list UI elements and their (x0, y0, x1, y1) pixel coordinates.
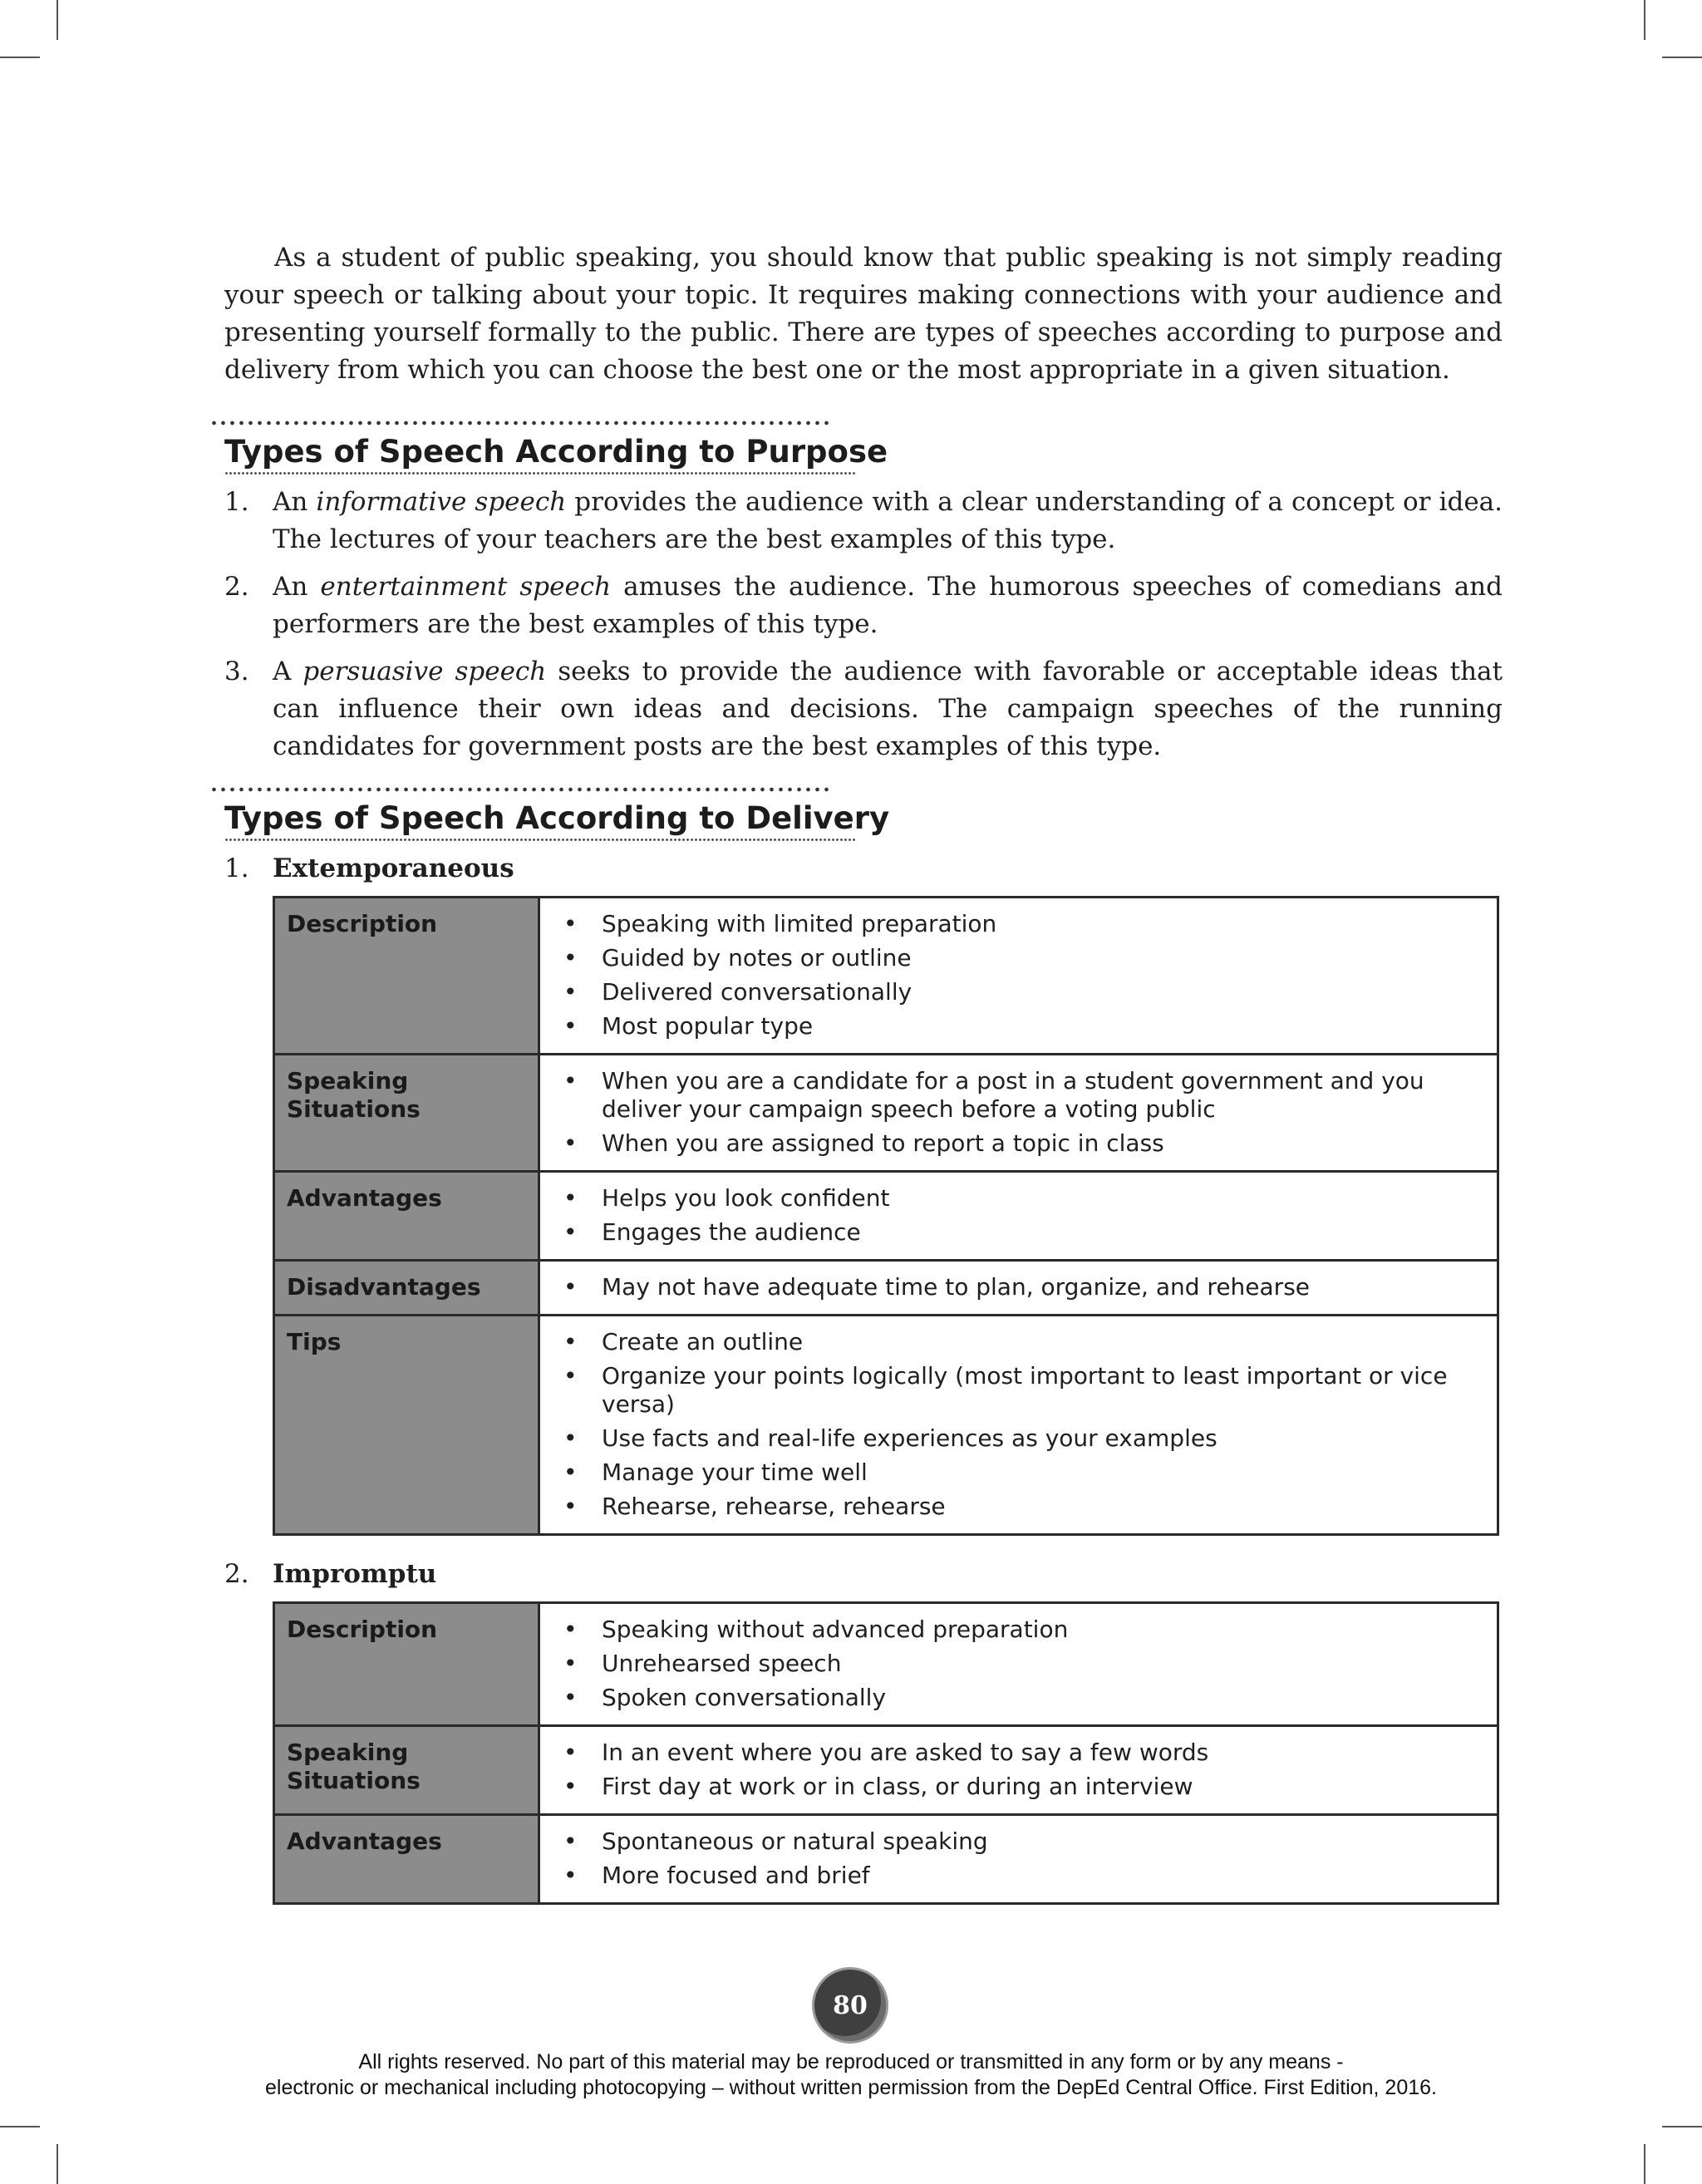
crop-mark-bottom-left-h (0, 2126, 40, 2127)
bullet-item: • Manage your time well (552, 1458, 1485, 1487)
row-content (539, 898, 1498, 1055)
row-label: Tips (274, 1316, 539, 1535)
bullet-item: • When you are a candidate for a post in a student government and you deliver your campaign speech before a voting public (552, 1067, 1485, 1124)
footer-line-1: All rights reserved. No part of this material may be reproduced or transmitted in any form or by any means - (358, 2050, 1344, 2073)
subheading-label: Extemporaneous (273, 853, 514, 883)
crop-mark-top-right-v (1644, 0, 1645, 40)
list-number: 1. (224, 853, 249, 883)
item-term: entertainment speech (320, 572, 612, 602)
bullet-item: • Unrehearsed speech (552, 1650, 1485, 1678)
table-row (274, 1172, 1498, 1261)
subheading-label: Impromptu (273, 1559, 437, 1589)
bullet-item: • May not have adequate time to plan, organize, and rehearse (552, 1273, 1485, 1301)
item-term: informative speech (316, 487, 567, 517)
row-label: Speaking Situations (274, 1726, 539, 1815)
table-row (274, 1261, 1498, 1316)
bullet-list (552, 910, 1485, 1040)
row-label: Speaking Situations (274, 1055, 539, 1172)
bullet-item: • Guided by notes or outline (552, 944, 1485, 972)
bullet-item: • Rehearse, rehearse, rehearse (552, 1493, 1485, 1521)
row-content (539, 1815, 1498, 1904)
item-text: amuses the audience. The humorous speeches of comedians and performers are the best examples of this type. (273, 572, 1503, 639)
crop-mark-bottom-right-v (1644, 2144, 1645, 2184)
row-label: Description (274, 1603, 539, 1726)
page-number-badge (814, 1970, 886, 2041)
bullet-item: • When you are assigned to report a topic in class (552, 1129, 1485, 1158)
bullet-list (552, 1739, 1485, 1801)
table-row (274, 898, 1498, 1055)
dotted-rule-bottom (224, 472, 856, 475)
purpose-list (224, 484, 1503, 765)
page-content (224, 239, 1503, 1905)
item-text: provides the audience with a clear understanding of a concept or idea. The lectures of your teachers are the best examples of this type. (273, 487, 1503, 554)
purpose-section-title: Types of Speech According to Purpose (224, 434, 888, 470)
item-lead: An (273, 487, 317, 517)
bullet-list (552, 1328, 1485, 1521)
item-lead: An (273, 572, 321, 602)
bullet-item: • Organize your points logically (most important to least important or vice versa) (552, 1362, 1485, 1419)
row-content (539, 1316, 1498, 1535)
intro-paragraph: As a student of public speaking, you should know that public speaking is not simply reading your speech or talking about your topic. It requires making connections with your audience and presenting yourself formally to the public. There are types of speeches according to purpose and delivery from which you can choose the best one or the most appropriate in a given situation. (224, 243, 1503, 385)
crop-mark-top-left-v (57, 0, 58, 40)
table-row (274, 1316, 1498, 1535)
row-content (539, 1172, 1498, 1261)
dotted-rule-bottom (224, 839, 856, 841)
crop-mark-bottom-left-v (57, 2144, 58, 2184)
item-term: persuasive speech (303, 657, 547, 686)
delivery-section-title: Types of Speech According to Delivery (224, 800, 890, 836)
bullet-item: • Delivered conversationally (552, 978, 1485, 1006)
bullet-item: • Engages the audience (552, 1218, 1485, 1247)
table-row (274, 1055, 1498, 1172)
crop-mark-bottom-right-h (1662, 2126, 1702, 2127)
dotted-rule-top (209, 787, 829, 792)
bullet-item: • Create an outline (552, 1328, 1485, 1356)
list-item (224, 568, 1503, 643)
crop-mark-top-left-h (0, 57, 40, 58)
bullet-item: • Spoken conversationally (552, 1684, 1485, 1712)
row-label: Description (274, 898, 539, 1055)
list-number: 2. (224, 1559, 249, 1589)
bullet-list (552, 1827, 1485, 1890)
impromptu-heading (224, 1556, 1503, 1593)
extemporaneous-table (273, 896, 1499, 1536)
bullet-list (552, 1273, 1485, 1301)
row-content (539, 1726, 1498, 1815)
bullet-list (552, 1616, 1485, 1712)
row-content (539, 1603, 1498, 1726)
table-row (274, 1726, 1498, 1815)
table-row (274, 1815, 1498, 1904)
purpose-section-header (224, 421, 1503, 470)
list-item (224, 484, 1503, 558)
row-label: Disadvantages (274, 1261, 539, 1316)
delivery-section-header (224, 787, 1503, 834)
bullet-item: • Speaking with limited preparation (552, 910, 1485, 938)
bullet-item: • Spontaneous or natural speaking (552, 1827, 1485, 1856)
footer-line-2: electronic or mechanical including photocopying – without written permission from the DepEd Central Office. First Edition, 2016. (265, 2076, 1437, 2099)
bullet-item: • In an event where you are asked to say a few words (552, 1739, 1485, 1767)
page-number: 80 (833, 1990, 868, 2020)
list-number: 3. (224, 657, 249, 686)
bullet-item: • Most popular type (552, 1012, 1485, 1040)
table-row (274, 1603, 1498, 1726)
item-text: seeks to provide the audience with favorable or acceptable ideas that can influence their own ideas and decisions. The campaign speeches of the running candidates for government posts are the best examples of this type. (273, 657, 1503, 761)
row-label: Advantages (274, 1172, 539, 1261)
copyright-footer (0, 2049, 1702, 2101)
bullet-item: • Use facts and real-life experiences as your examples (552, 1424, 1485, 1453)
crop-mark-top-right-h (1662, 57, 1702, 58)
dotted-rule-top (209, 421, 829, 425)
list-number: 1. (224, 487, 249, 517)
row-content (539, 1055, 1498, 1172)
row-content (539, 1261, 1498, 1316)
bullet-item: • Helps you look confident (552, 1184, 1485, 1213)
bullet-item: • First day at work or in class, or during an interview (552, 1773, 1485, 1801)
bullet-item: • More focused and brief (552, 1862, 1485, 1890)
bullet-list (552, 1067, 1485, 1158)
bullet-item: • Speaking without advanced preparation (552, 1616, 1485, 1644)
extemporaneous-heading (224, 850, 1503, 888)
impromptu-table (273, 1601, 1499, 1905)
bullet-list (552, 1184, 1485, 1247)
list-number: 2. (224, 572, 249, 602)
row-label: Advantages (274, 1815, 539, 1904)
list-item (224, 653, 1503, 765)
item-lead: A (273, 657, 303, 686)
